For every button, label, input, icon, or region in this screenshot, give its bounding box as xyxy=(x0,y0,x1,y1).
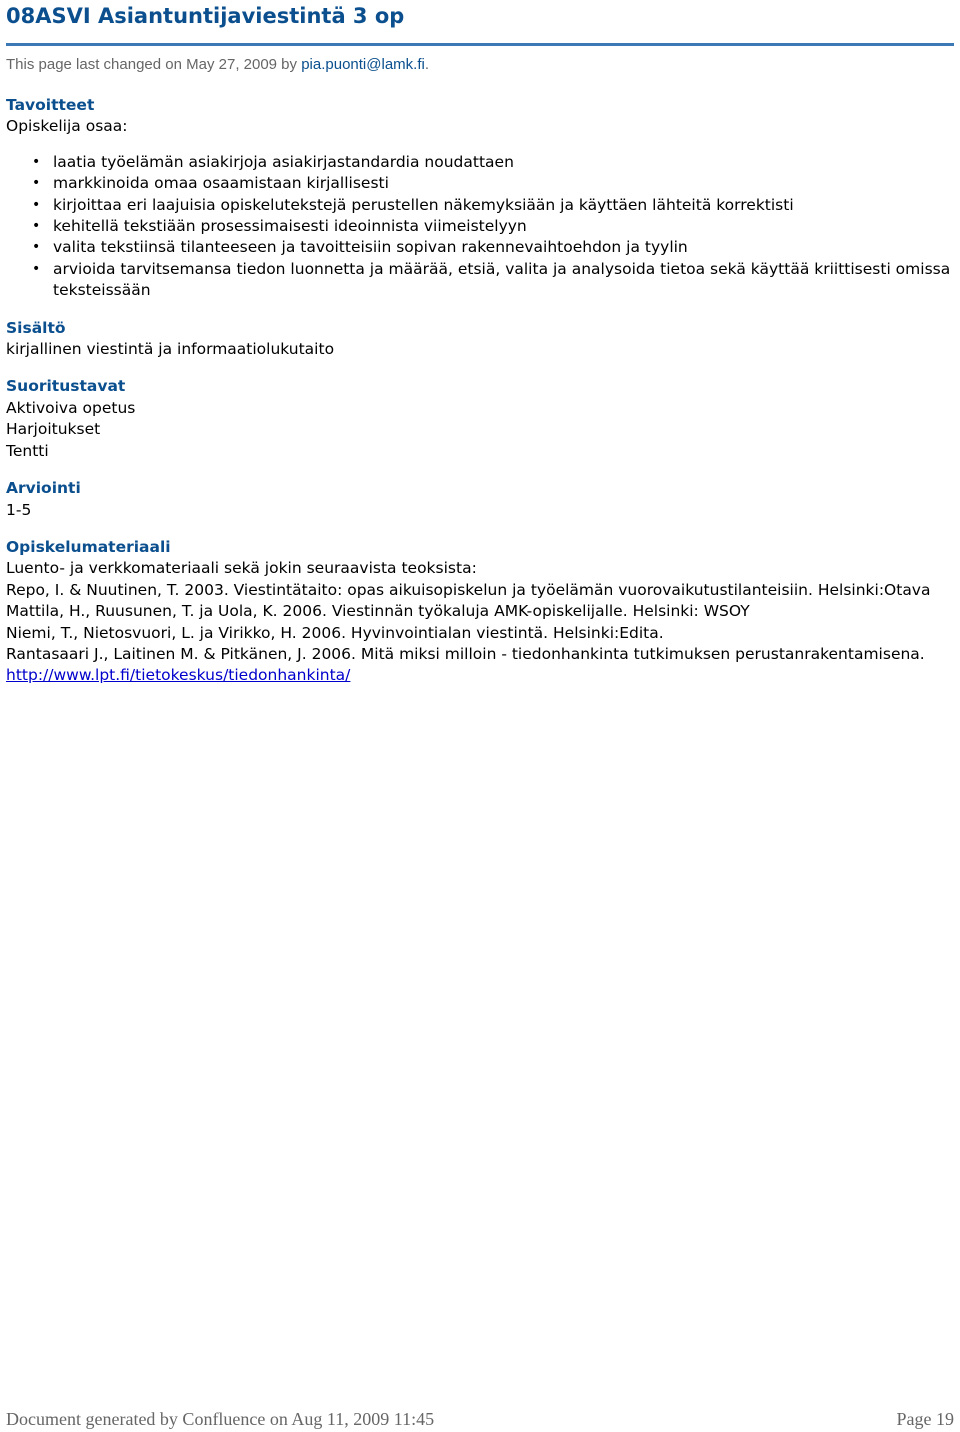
bullet-icon: • xyxy=(32,218,41,235)
list-item-text: valita tekstiinsä tilanteeseen ja tavoitteisiin sopivan rakennevaihtoehdon ja tyylin xyxy=(53,238,688,257)
reference-link[interactable]: http://www.lpt.fi/tietokeskus/tiedonhankinta/ xyxy=(6,666,351,685)
list-item xyxy=(32,259,954,302)
content-heading: Sisältö xyxy=(6,318,66,337)
materials-section xyxy=(6,537,954,687)
reference-item: Repo, I. & Nuutinen, T. 2003. Viestintätaito: opas aikuisopiskelun ja työelämän vuorovaikutustilanteisiin. Helsinki:Otava xyxy=(6,580,931,599)
content-text: kirjallinen viestintä ja informaatiolukutaito xyxy=(6,340,335,359)
goals-intro: Opiskelija osaa: xyxy=(6,117,128,136)
assessment-heading: Arviointi xyxy=(6,479,81,498)
goals-heading: Tavoitteet xyxy=(6,96,95,114)
meta-suffix: . xyxy=(424,56,429,73)
bullet-icon: • xyxy=(32,196,41,213)
list-item xyxy=(32,173,954,194)
list-item-text: arvioida tarvitsemansa tiedon luonnetta ja määrää, etsiä, valita ja analysoida tietoa sekä käyttää kriittisesti omissa teksteissään xyxy=(53,259,951,300)
reference-text: Rantasaari J., Laitinen M. & Pitkänen, J. 2006. Mitä miksi milloin - tiedonhankinta tutkimuksen perustanrakentamisena. xyxy=(6,644,925,663)
list-item-text: kirjoittaa eri laajuisia opiskelutekstejä perustellen näkemyksiään ja käyttäen lähteitä korrektisti xyxy=(53,195,794,214)
assessment-section xyxy=(6,478,954,521)
author-link[interactable]: pia.puonti@lamk.fi xyxy=(301,56,425,73)
footer-generated: Document generated by Confluence on Aug 11, 2009 11:45 xyxy=(6,1409,435,1429)
list-item xyxy=(32,195,954,216)
methods-line: Harjoitukset xyxy=(6,420,101,439)
list-item-text: laatia työelämän asiakirjoja asiakirjastandardia noudattaen xyxy=(53,152,514,171)
list-item-text: markkinoida omaa osaamistaan kirjallisesti xyxy=(53,174,389,193)
page-content xyxy=(6,95,954,687)
bullet-icon: • xyxy=(32,175,41,192)
list-item-text: kehitellä tekstiään prosessimaisesti ideoinnista viimeistelyyn xyxy=(53,217,527,236)
materials-intro: Luento- ja verkkomateriaali sekä jokin seuraavista teoksista: xyxy=(6,559,477,578)
methods-section xyxy=(6,376,954,462)
meta-prefix: This page last changed on May 27, 2009 by xyxy=(6,56,302,73)
methods-line: Tentti xyxy=(6,441,49,460)
assessment-text: 1-5 xyxy=(6,500,32,519)
reference-item: Niemi, T., Nietosvuori, L. ja Virikko, H. 2006. Hyvinvointialan viestintä. Helsinki:Edita. xyxy=(6,623,664,642)
footer-page-number: Page 19 xyxy=(896,1409,954,1429)
list-item xyxy=(32,237,954,258)
content-section xyxy=(6,318,954,361)
bullet-icon: • xyxy=(32,239,41,256)
title-divider xyxy=(6,43,954,46)
materials-heading: Opiskelumateriaali xyxy=(6,537,171,556)
list-item xyxy=(32,152,954,173)
bullet-icon: • xyxy=(32,153,41,170)
bullet-icon: • xyxy=(32,260,41,277)
page-title: 08ASVI Asiantuntijaviestintä 3 op xyxy=(6,4,405,28)
methods-heading: Suoritustavat xyxy=(6,377,126,396)
page-meta xyxy=(6,55,429,74)
methods-line: Aktivoiva opetus xyxy=(6,398,136,417)
reference-item xyxy=(6,644,954,687)
goals-list xyxy=(6,152,954,302)
list-item xyxy=(32,216,954,237)
reference-item: Mattila, H., Ruusunen, T. ja Uola, K. 2006. Viestinnän työkaluja AMK-opiskelijalle. Helsinki: WSOY xyxy=(6,602,750,621)
